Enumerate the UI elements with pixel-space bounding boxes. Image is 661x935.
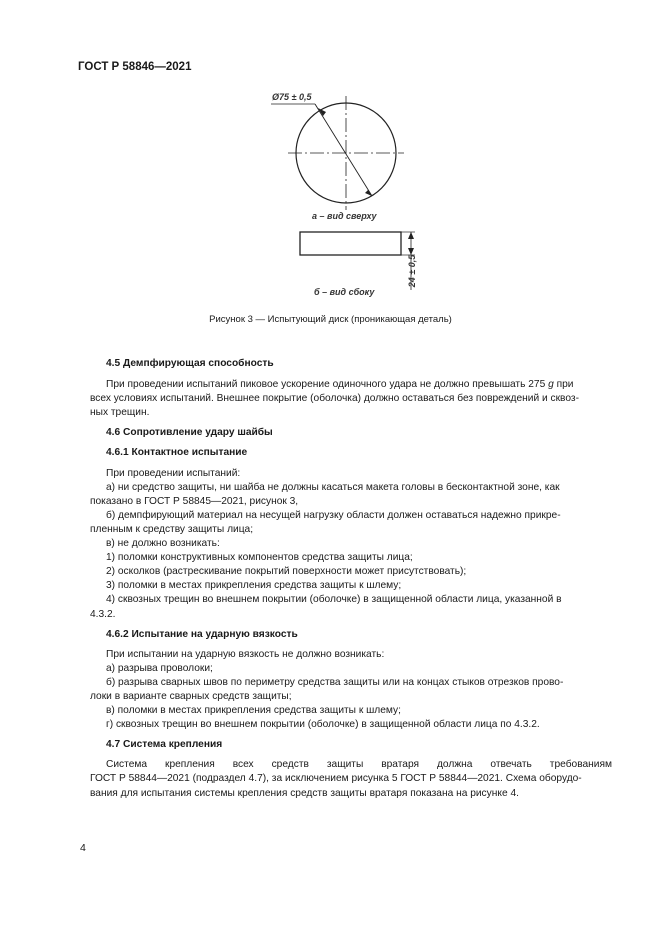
document-body: [90, 357, 612, 801]
disk-side-view-rect: [300, 232, 401, 255]
list-item: 1) поломки конструктивных компонентов средства защиты лица;: [106, 552, 413, 564]
list-item-cont: показано в ГОСТ Р 58845—2021, рисунок 3,: [90, 495, 299, 507]
list-item: а) ни средство защиты, ни шайба не должны касаться макета головы в бесконтактной зоне, как: [106, 481, 560, 493]
list-item-cont: локи в варианте сварных средств защиты;: [90, 690, 292, 702]
section-4-5-paragraph: При проведении испытаний пиковое ускорение одиночного удара не должно превышать 275 g при: [106, 379, 574, 391]
section-4-5-line: всех условиях испытаний. Внешнее покрытие (оболочка) должно оставаться без повреждений и сквоз-: [90, 393, 579, 405]
section-4-7-line: вания для испытания системы крепления средств защиты вратаря показана на рисунке 4.: [90, 787, 519, 799]
list-item-cont: 4.3.2.: [90, 608, 116, 620]
view-side-label: б – вид сбоку: [314, 287, 375, 297]
list-item: 2) осколков (растрескивание покрытий поверхности может присутствовать);: [106, 566, 467, 578]
list-item-cont: пленным к средству защиты лица;: [90, 523, 254, 535]
list-item: б) разрыва сварных швов по периметру средства защиты или на концах стыков отрезков прово-: [106, 676, 564, 688]
page-number: 4: [80, 842, 86, 854]
view-top-label: а – вид сверху: [312, 211, 377, 221]
section-4-5-line: ных трещин.: [90, 407, 150, 419]
section-4-7-paragraph: Система крепления всех средств защиты вратаря должна отвечать требованиям: [106, 759, 612, 771]
section-4-6-1-intro: При проведении испытаний:: [106, 467, 241, 479]
section-4-6-2-intro: При испытании на ударную вязкость не должно возникать:: [106, 648, 385, 660]
section-4-6-2-heading: 4.6.2 Испытание на ударную вязкость: [106, 628, 298, 640]
list-item: а) разрыва проволоки;: [106, 662, 213, 674]
thickness-label: 24 ± 0,5: [407, 254, 417, 288]
list-item: в) поломки в местах прикрепления средства защиты к шлему;: [106, 705, 401, 717]
section-4-6-heading: 4.6 Сопротивление удару шайбы: [106, 427, 273, 439]
section-4-5-heading: 4.5 Демпфирующая способность: [106, 358, 274, 369]
section-4-6-1-heading: 4.6.1 Контактное испытание: [106, 447, 248, 459]
thickness-arrow-top: [408, 232, 414, 239]
diameter-leader-line: [315, 104, 372, 196]
figure-caption: Рисунок 3 — Испытующий диск (проникающая деталь): [209, 314, 452, 325]
section-4-7-line: ГОСТ Р 58844—2021 (подраздел 4.7), за исключением рисунка 5 ГОСТ Р 58844—2021. Схема оборудо-: [90, 773, 582, 785]
list-item: 4) сквозных трещин во внешнем покрытии (оболочке) в защищенной области лица, указанной в: [106, 594, 562, 606]
list-item: б) демпфирующий материал на несущей нагрузку области должен оставаться надежно прикре-: [106, 509, 561, 521]
list-item: г) сквозных трещин во внешнем покрытии (оболочке) в защищенной области лица по 4.3.2.: [106, 719, 540, 731]
diameter-label: Ø75 ± 0,5: [272, 92, 312, 102]
diameter-arrow-bottom: [365, 190, 372, 196]
section-4-7-heading: 4.7 Система крепления: [106, 739, 223, 751]
list-item: 3) поломки в местах прикрепления средства защиты к шлему;: [106, 580, 402, 592]
figure-3: [0, 0, 661, 340]
document-id-header: ГОСТ Р 58846—2021: [78, 61, 192, 73]
list-item: в) не должно возникать:: [106, 538, 220, 550]
